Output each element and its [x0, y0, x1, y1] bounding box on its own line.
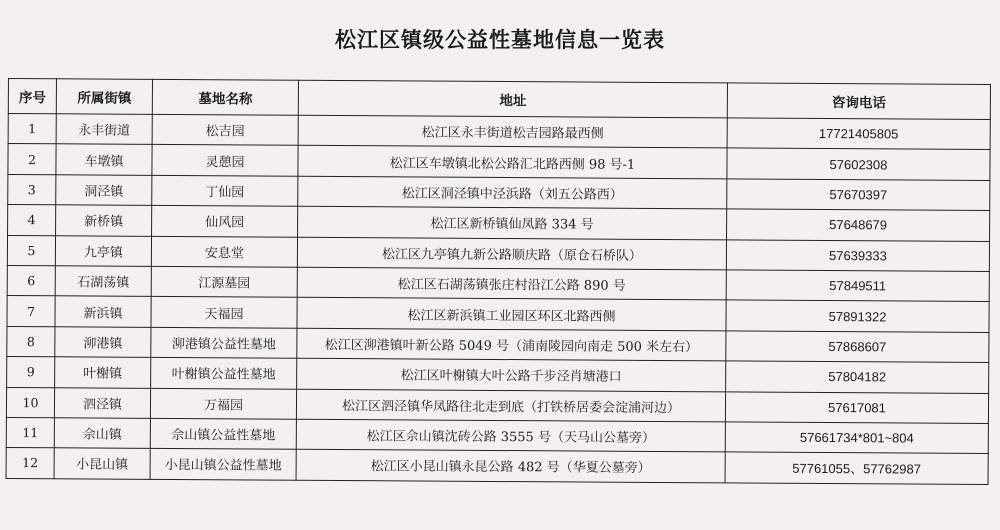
phone-cell: 57661734*801~804 — [725, 422, 988, 454]
phone-cell: 57617081 — [725, 391, 988, 423]
phone-cell: 57804182 — [726, 361, 989, 393]
serial-number-cell: 5 — [7, 235, 55, 266]
phone-cell: 57602308 — [727, 148, 990, 180]
cemetery-name-cell: 松吉园 — [152, 114, 298, 145]
cemetery-name-cell: 江源墓园 — [151, 266, 297, 297]
address-cell: 松江区新浜镇工业园区环区北路西侧 — [297, 298, 726, 331]
cemetery-name-cell: 灵憩园 — [152, 145, 298, 176]
subdistrict-town-cell: 泖港镇 — [55, 327, 151, 358]
subdistrict-town-cell: 佘山镇 — [54, 418, 150, 449]
header-subdistrict-town: 所属街镇 — [56, 79, 152, 115]
serial-number-cell: 12 — [6, 448, 54, 479]
cemetery-name-cell: 泖港镇公益性墓地 — [151, 327, 297, 358]
subdistrict-town-cell: 永丰街道 — [56, 114, 152, 145]
subdistrict-town-cell: 小昆山镇 — [54, 448, 150, 479]
address-cell: 松江区新桥镇仙凤路 334 号 — [298, 206, 727, 239]
serial-number-cell: 6 — [7, 265, 55, 296]
serial-number-cell: 3 — [8, 174, 56, 205]
cemetery-name-cell: 仙风园 — [152, 206, 298, 237]
subdistrict-town-cell: 九亭镇 — [55, 235, 151, 266]
phone-cell: 57761055、57762987 — [725, 452, 988, 484]
subdistrict-town-cell: 洞泾镇 — [56, 175, 152, 206]
serial-number-cell: 8 — [7, 326, 55, 357]
address-cell: 松江区九亭镇九新公路顺庆路（原仓石桥队） — [297, 237, 726, 270]
cemetery-info-table — [6, 78, 991, 485]
address-cell: 松江区洞泾镇中泾浜路（刘五公路西） — [298, 176, 727, 209]
serial-number-cell: 10 — [6, 387, 54, 418]
table-header-row — [8, 79, 990, 120]
header-phone: 咨询电话 — [727, 83, 990, 120]
cemetery-name-cell: 万福园 — [150, 388, 296, 419]
address-cell: 松江区小昆山镇永昆公路 482 号（华夏公墓旁） — [296, 450, 725, 483]
header-cemetery-name: 墓地名称 — [152, 79, 298, 115]
table-row — [6, 448, 988, 484]
phone-cell: 57849511 — [726, 270, 989, 302]
phone-cell: 57868607 — [726, 331, 989, 363]
serial-number-cell: 1 — [8, 114, 56, 145]
address-cell: 松江区叶榭镇大叶公路千步泾肖塘港口 — [297, 358, 726, 391]
address-cell: 松江区石湖荡镇张庄村沿江公路 890 号 — [297, 267, 726, 300]
cemetery-name-cell: 安息堂 — [151, 236, 297, 267]
table-body — [6, 114, 990, 485]
phone-cell: 57670397 — [727, 179, 990, 211]
serial-number-cell: 9 — [7, 357, 55, 388]
address-cell: 松江区泖港镇叶新公路 5049 号（浦南陵园向南走 500 米左右） — [297, 328, 726, 361]
subdistrict-town-cell: 新浜镇 — [55, 296, 151, 327]
cemetery-name-cell: 叶榭镇公益性墓地 — [151, 358, 297, 389]
serial-number-cell: 11 — [6, 417, 54, 448]
subdistrict-town-cell: 泗泾镇 — [54, 387, 150, 418]
header-address: 地址 — [298, 80, 727, 118]
serial-number-cell: 2 — [8, 144, 56, 175]
address-cell: 松江区泗泾镇华凤路往北走到底（打铁桥居委会淀浦河边） — [296, 389, 725, 422]
serial-number-cell: 4 — [8, 205, 56, 236]
subdistrict-town-cell: 石湖荡镇 — [55, 266, 151, 297]
cemetery-name-cell: 小昆山镇公益性墓地 — [150, 449, 296, 480]
address-cell: 松江区车墩镇北松公路汇北路西侧 98 号-1 — [298, 146, 727, 179]
phone-cell: 57648679 — [727, 209, 990, 241]
address-cell: 松江区佘山镇沈砖公路 3555 号（天马山公墓旁） — [296, 419, 725, 452]
header-serial-number: 序号 — [8, 79, 56, 114]
cemetery-name-cell: 丁仙园 — [152, 175, 298, 206]
cemetery-name-cell: 佘山镇公益性墓地 — [150, 418, 296, 449]
phone-cell: 57891322 — [726, 300, 989, 332]
address-cell: 松江区永丰街道松吉园路最西侧 — [298, 115, 727, 148]
document-title: 松江区镇级公益性墓地信息一览表 — [335, 28, 665, 52]
subdistrict-town-cell: 新桥镇 — [56, 205, 152, 236]
serial-number-cell: 7 — [7, 296, 55, 327]
phone-cell: 17721405805 — [727, 118, 990, 150]
cemetery-name-cell: 天福园 — [151, 297, 297, 328]
phone-cell: 57639333 — [726, 239, 989, 271]
subdistrict-town-cell: 叶榭镇 — [55, 357, 151, 388]
subdistrict-town-cell: 车墩镇 — [56, 144, 152, 175]
